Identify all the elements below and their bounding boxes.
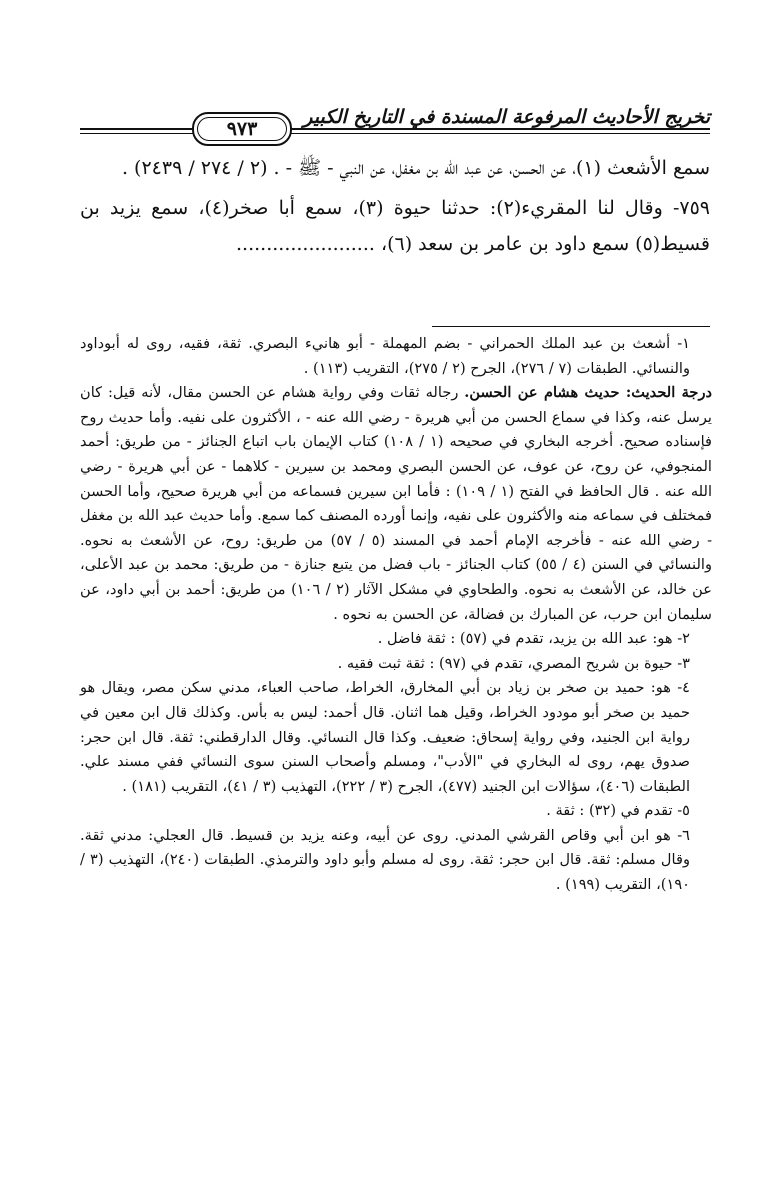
footnote-4: ٤- هو: حميد بن صخر بن زياد بن أبي المخارق، الخراط، صاحب العباء، مدني سكن مصر، ويقال هو حميد بن صخر أبو مودود الخراط، وقيل هما اثنان. قال أحمد: ليس به بأس. وكذلك قال ابن معين في رواية ابن الجنيد، وفي رواية إسحاق: ضعيف. وكذا قال النسائي. وقال الدارقطني: ثقة. قال ابن حجر: صدوق يهم، روى له البخاري في "الأدب"، ومسلم وأصحاب السنن سوى النسائي ففي مسند علي. الطبقات (٤٠٦)، سؤالات ابن الجنيد (٤٧٧)، الجرح (٣ / ٢٢٢)، التهذيب (٣ / ٤١)، التقريب (١٨١) . (80, 679, 690, 795)
footnote-3: ٣- حيوة بن شريح المصري، تقدم في (٩٧) : ثقة ثبت فقيه . (337, 654, 690, 672)
hadith-759: ٧٥٩- وقال لنا المقريء(٢): حدثنا حيوة (٣)، سمع أبا صخر(٤)، سمع يزيد بن قسيط(٥) سمع داود بن عامر بن سعد (٦)، ....................... (80, 197, 710, 255)
main-text (80, 150, 710, 262)
footnote-1: ١- أشعث بن عبد الملك الحمراني - بضم المهملة - أبو هانيء البصري. ثقة، فقيه، روى له أبوداود والنسائي. الطبقات (٧ / ٢٧٦)، الجرح (٢ / ٢٧٥)، التقريب (١١٣) . (80, 335, 690, 377)
main-paragraph-1: سمع الأشعث (١)، عن الحسن، عن عبد الله بن مغفل، عن النبي - ﷺ - . (٢ / ٢٧٤ / ٢٤٣٩) . (121, 157, 710, 179)
hadith-grade (80, 381, 712, 627)
footnote-separator (432, 326, 710, 327)
header-rule-thin (80, 133, 710, 134)
running-title: تخريج الأحاديث المرفوعة المسندة في التاريخ الكبير (303, 106, 710, 128)
footnote-2: ٢- هو: عبد الله بن يزيد، تقدم في (٥٧) : ثقة فاضل . (377, 630, 690, 648)
page-number: ٩٧٣ (226, 118, 258, 140)
page-number-badge (192, 112, 292, 146)
hadith-grade-text: رجاله ثقات وفي رواية هشام عن الحسن مقال، لأنه قيل: كان يرسل عنه، وكذا في سماع الحسن من أبي هريرة - رضي الله عنه - ، الأكثرون على نفيه. وأما حديث روح فإسناده صحيح. أخرجه البخاري في صحيحه (١ / ١٠٨) كتاب الإيمان باب اتباع الجنائز - من طريق: أحمد المنجوفي، عن روح، عن عوف، عن الحسن البصري ومحمد بن سيرين - كلاهما - عن أبي هريرة - رضي الله عنه . قال الحافظ في الفتح (١ / ١٠٩) : فأما ابن سيرين فسماعه من أبي هريرة صحيح، وأما الحسن فمختلف في سماعه منه والأكثرون على نفيه، وإنما أورده المصنف كما سمع. وأما حديث عبد الله بن مغفل - رضي الله عنه - فأخرجه الإمام أحمد في المسند (٥ / ٥٧) من طريق: روح، عن الأشعث به نحوه. والنسائي في السنن (٤ / ٥٥) كتاب الجنائز - باب فضل من يتبع جنازة - من طريق: محمد بن عبد الأعلى، عن خالد، عن الأشعث به نحوه. والطحاوي في مشكل الآثار (٢ / ١٠٦) من طريق: أحمد بن أبي داود، عن سليمان ابن حرب، عن المبارك بن فضالة، عن الحسن به نحوه . (80, 384, 713, 623)
footnotes (80, 332, 712, 898)
header-rule (80, 128, 710, 130)
footnote-6: ٦- هو ابن أبي وقاص القرشي المدني. روى عن أبيه، وعنه يزيد بن قسيط. قال العجلي: مدني ثقة. وقال مسلم: ثقة. قال ابن حجر: ثقة. روى له مسلم وأبو داود والترمذي. الطبقات (٢٤٠)، التهذيب (٣ / ١٩٠)، التقريب (١٩٩) . (80, 826, 690, 894)
hadith-grade-label: درجة الحديث: حديث هشام عن الحسن. (464, 384, 713, 402)
footnote-5: ٥- تقدم في (٣٢) : ثقة . (546, 802, 690, 820)
page-header (80, 100, 710, 140)
